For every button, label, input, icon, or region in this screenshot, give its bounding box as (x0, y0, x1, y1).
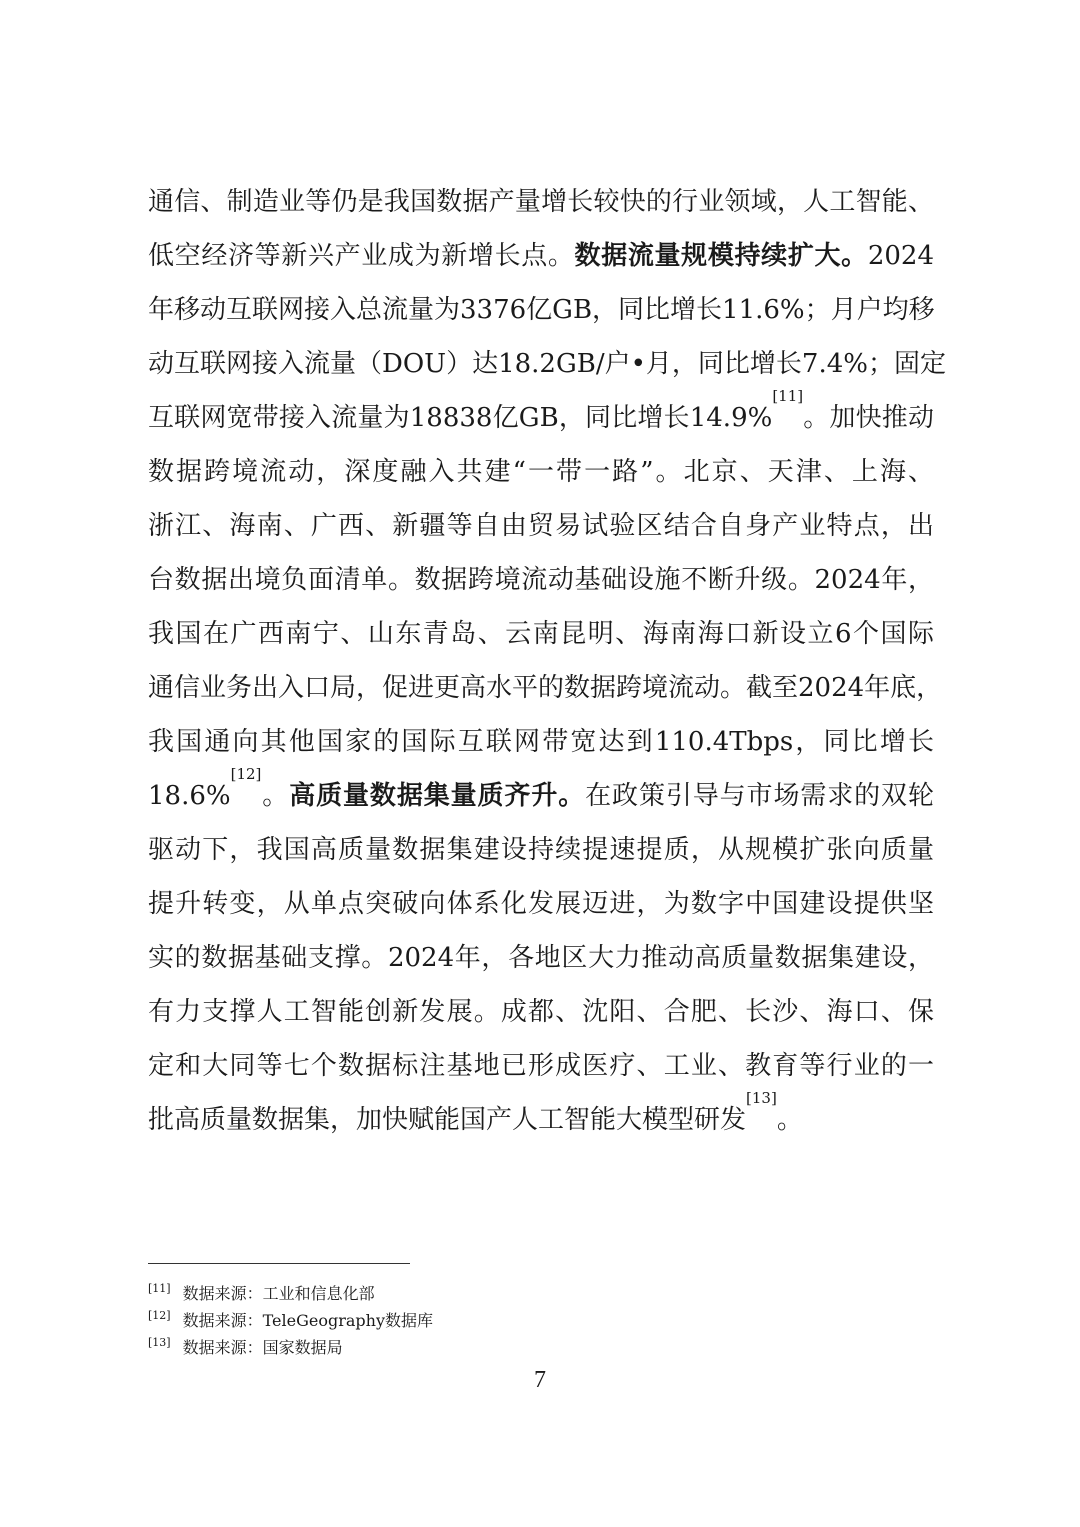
body-line-16: 有力支撑人工智能创新发展。成都、沈阳、合肥、长沙、海口、保 (148, 997, 934, 1027)
body-line-8: 台数据出境负面清单。数据跨境流动基础设施不断升级。2024年， (148, 565, 934, 595)
body-line-13: 驱动下，我国高质量数据集建设持续提速提质，从规模扩张向质量 (148, 835, 934, 865)
footnote-divider (148, 1263, 410, 1264)
body-line-15: 实的数据基础支撑。2024年，各地区大力推动高质量数据集建设， (148, 943, 934, 973)
footnote-11 (148, 1281, 375, 1307)
footnote-13 (148, 1335, 343, 1361)
footnote-ref-13[interactable]: [13] (746, 1089, 777, 1107)
page-number: 7 (534, 1367, 546, 1393)
heading-data-traffic: 数据流量规模持续扩大。 (574, 241, 868, 271)
heading-high-quality-datasets: 高质量数据集量质齐升。 (289, 781, 586, 811)
footnote-number: [12] (148, 1309, 171, 1322)
footnote-ref-11[interactable]: [11] (772, 387, 804, 405)
body-line-14: 提升转变，从单点突破向体系化发展迈进，为数字中国建设提供坚 (148, 889, 934, 919)
body-line-4: 动互联网接入流量（DOU）达18.2GB/户•月，同比增长7.4%；固定 (148, 349, 946, 379)
footnote-12 (148, 1308, 433, 1334)
footnote-number: [11] (148, 1282, 171, 1295)
body-line-10: 通信业务出入口局，促进更高水平的数据跨境流动。截至2024年底， (148, 673, 943, 703)
footnote-text: 数据来源：TeleGeography数据库 (182, 1311, 433, 1330)
footnote-text: 数据来源：国家数据局 (182, 1338, 343, 1357)
body-line-6: 数据跨境流动，深度融入共建“一带一路”。北京、天津、上海、 (148, 457, 934, 487)
body-line-3: 年移动互联网接入总流量为3376亿GB，同比增长11.6%；月户均移 (148, 295, 935, 325)
footnote-ref-12[interactable]: [12] (230, 765, 262, 783)
body-line-5: 互联网宽带接入流量为18838亿GB，同比增长14.9%[11]。加快推动 (148, 387, 934, 433)
body-line-9: 我国在广西南宁、山东青岛、云南昆明、海南海口新设立6个国际 (148, 619, 934, 649)
body-line-2: 低空经济等新兴产业成为新增长点。数据流量规模持续扩大。2024 (148, 241, 934, 271)
body-line-18: 批高质量数据集，加快赋能国产人工智能大模型研发[13]。 (148, 1089, 803, 1135)
footnote-number: [13] (148, 1336, 171, 1349)
body-line-11: 我国通向其他国家的国际互联网带宽达到110.4Tbps，同比增长 (148, 727, 934, 757)
body-line-12: 18.6%[12]。高质量数据集量质齐升。在政策引导与市场需求的双轮 (148, 765, 934, 811)
footnote-text: 数据来源：工业和信息化部 (182, 1284, 375, 1303)
body-line-7: 浙江、海南、广西、新疆等自由贸易试验区结合自身产业特点，出 (148, 511, 934, 541)
body-line-17: 定和大同等七个数据标注基地已形成医疗、工业、教育等行业的一 (148, 1051, 934, 1081)
body-line-1: 通信、制造业等仍是我国数据产量增长较快的行业领域，人工智能、 (148, 187, 934, 217)
